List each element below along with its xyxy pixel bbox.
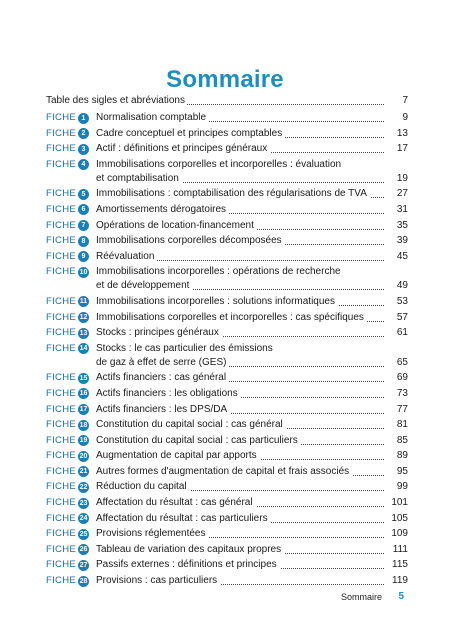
- fiche-label: FICHE: [46, 143, 76, 155]
- toc-entry-page: 49: [396, 280, 408, 292]
- toc-entry-title: [96, 127, 384, 141]
- toc-entry[interactable]: [46, 418, 408, 432]
- toc-entry-title: [96, 434, 384, 448]
- toc-entry-text: Affectation du résultat : cas particuliers: [96, 513, 271, 524]
- fiche-number-badge: 20: [79, 452, 88, 460]
- fiche-label: FICHE: [46, 295, 76, 307]
- toc-entry-text: Réévaluation: [96, 251, 157, 262]
- toc-entry-text: Immobilisations incorporelles : solutions informatiques: [96, 296, 338, 307]
- fiche-label: FICHE: [46, 419, 76, 431]
- toc-entry[interactable]: [46, 434, 408, 448]
- toc-entry-page: 57: [396, 311, 408, 323]
- toc-entry-text: Stocks : le cas particulier des émissions: [96, 343, 276, 354]
- toc-entry-title: [96, 203, 384, 217]
- toc-entry-title: [96, 250, 384, 264]
- fiche-number-badge: 24: [79, 515, 88, 523]
- toc-entry-page: 45: [396, 250, 408, 262]
- toc-entry[interactable]: [46, 465, 408, 479]
- fiche-number-badge: 10: [79, 268, 88, 276]
- fiche-number-badge: 19: [79, 437, 88, 445]
- toc-entry[interactable]: [46, 527, 408, 541]
- toc-entry[interactable]: [46, 449, 408, 463]
- toc-entry-page: 99: [396, 481, 408, 493]
- toc-entry-title: [96, 295, 384, 309]
- toc-entry-text: Stocks : principes généraux: [96, 327, 222, 338]
- toc-intro-entry[interactable]: [46, 94, 408, 108]
- toc-entries: [46, 111, 408, 588]
- fiche-number-badge: 2: [78, 128, 89, 139]
- toc-entry-title: [96, 326, 384, 340]
- toc-entry-text: Actif : définitions et principes généraux: [96, 143, 270, 154]
- toc-entry-text: de gaz à effet de serre (GES): [96, 357, 229, 368]
- fiche-number-badge: 17: [79, 406, 88, 413]
- toc-entry-text: Immobilisations incorporelles : opérations de recherche: [96, 266, 344, 277]
- toc-entry-text: Normalisation comptable: [96, 112, 209, 123]
- toc-entry[interactable]: [46, 403, 408, 417]
- toc-entry[interactable]: [46, 558, 408, 572]
- toc-entry-text: et de développement: [96, 280, 192, 291]
- toc-entry[interactable]: [46, 342, 408, 370]
- toc-entry[interactable]: [46, 496, 408, 510]
- toc-entry-title: [96, 234, 384, 248]
- fiche-number-badge: 26: [79, 546, 88, 554]
- toc-entry[interactable]: [46, 265, 408, 293]
- toc-entry[interactable]: [46, 480, 408, 494]
- toc-entry-text: Actifs financiers : cas général: [96, 372, 229, 383]
- toc-entry[interactable]: [46, 187, 408, 201]
- fiche-number-badge: 7: [78, 220, 89, 231]
- footer-label: Sommaire: [340, 592, 382, 602]
- toc-entry-title: [96, 403, 384, 417]
- toc-entry-page: 77: [396, 403, 408, 415]
- toc-entry-title: [96, 158, 384, 186]
- toc-entry[interactable]: [46, 387, 408, 401]
- fiche-number-badge: 12: [79, 314, 88, 322]
- fiche-number-badge: 28: [79, 577, 88, 585]
- fiche-number-badge: 13: [79, 329, 88, 337]
- toc-entry-text: Tableau de variation des capitaux propres: [96, 544, 284, 555]
- toc-entry-title: [96, 543, 384, 557]
- toc-entry-page: 39: [396, 235, 408, 247]
- fiche-number-badge: 25: [79, 530, 88, 538]
- toc-entry-text: Réduction du capital: [96, 481, 190, 492]
- toc-entry-page: 53: [396, 295, 408, 307]
- fiche-label: FICHE: [46, 512, 76, 524]
- toc-entry[interactable]: [46, 326, 408, 340]
- fiche-label: FICHE: [46, 203, 76, 215]
- toc-entry-page: 35: [396, 219, 408, 231]
- toc-intro-page: 7: [402, 95, 408, 106]
- toc-entry-page: 69: [396, 372, 408, 384]
- toc-entry[interactable]: [46, 543, 408, 557]
- fiche-label: FICHE: [46, 188, 76, 200]
- toc-entry-text: Constitution du capital social : cas particuliers: [96, 435, 301, 446]
- fiche-label: FICHE: [46, 266, 76, 278]
- toc-entry-title: [96, 574, 384, 588]
- toc-entry-text: Immobilisations corporelles et incorporelles : cas spécifiques: [96, 312, 367, 323]
- fiche-label: FICHE: [46, 497, 76, 509]
- fiche-number-badge: 9: [78, 251, 89, 262]
- toc-entry-text: Amortissements dérogatoires: [96, 204, 229, 215]
- toc-entry-page: 81: [396, 419, 408, 431]
- toc-entry-text: Augmentation de capital par apports: [96, 450, 260, 461]
- toc-entry-text: Passifs externes : définitions et principes: [96, 559, 280, 570]
- fiche-number-badge: 18: [79, 421, 88, 429]
- fiche-number-badge: 11: [79, 298, 88, 306]
- toc-entry-title: [96, 527, 384, 541]
- fiche-number-badge: 3: [78, 144, 89, 155]
- toc-entry-text: Cadre conceptuel et principes comptables: [96, 128, 285, 139]
- toc-entry-page: 101: [391, 497, 408, 509]
- fiche-label: FICHE: [46, 158, 76, 170]
- toc-entry-page: 73: [396, 387, 408, 399]
- toc-entry-page: 115: [392, 559, 408, 571]
- fiche-number-badge: 14: [79, 345, 88, 353]
- toc-entry-text: Actifs financiers : les obligations: [96, 388, 241, 399]
- fiche-label: FICHE: [46, 403, 76, 415]
- toc-entry[interactable]: [46, 234, 408, 248]
- toc-entry-page: 89: [396, 450, 408, 462]
- fiche-number-badge: 16: [79, 390, 88, 398]
- toc-entry-title: [96, 371, 384, 385]
- toc-entry-text: Opérations de location-financement: [96, 220, 257, 231]
- fiche-number-badge: 6: [78, 204, 89, 215]
- toc-entry-title: [96, 418, 384, 432]
- toc-entry-text: Autres formes d'augmentation de capital et frais associés: [96, 466, 352, 477]
- toc-entry-text: Provisions : cas particuliers: [96, 575, 220, 586]
- fiche-label: FICHE: [46, 543, 76, 555]
- toc-entry-page: 61: [396, 327, 408, 339]
- fiche-number-badge: 21: [79, 468, 88, 476]
- toc-entry-page: 109: [391, 528, 408, 540]
- fiche-label: FICHE: [46, 465, 76, 477]
- toc-entry-title: [96, 465, 384, 479]
- fiche-label: FICHE: [46, 235, 76, 247]
- fiche-label: FICHE: [46, 528, 76, 540]
- fiche-label: FICHE: [46, 481, 76, 493]
- toc-entry[interactable]: [46, 311, 408, 325]
- fiche-number-badge: 1: [78, 113, 89, 124]
- fiche-number-badge: 27: [79, 561, 88, 569]
- toc-entry[interactable]: [46, 512, 408, 526]
- toc-entry[interactable]: [46, 111, 408, 125]
- toc-entry-page: 119: [392, 575, 408, 587]
- toc-entry-page: 65: [396, 356, 408, 368]
- toc-entry-text: Immobilisations corporelles décomposées: [96, 235, 285, 246]
- fiche-label: FICHE: [46, 112, 76, 123]
- toc-entry[interactable]: [46, 295, 408, 309]
- toc-entry-title: [96, 342, 384, 370]
- table-of-contents: [46, 94, 408, 590]
- toc-entry[interactable]: [46, 250, 408, 264]
- toc-entry-text: Immobilisations : comptabilisation des régularisations de TVA: [96, 188, 370, 199]
- toc-entry-text: Immobilisations corporelles et incorporelles : évaluation: [96, 159, 344, 170]
- toc-entry-page: 105: [391, 512, 408, 524]
- fiche-label: FICHE: [46, 450, 76, 462]
- fiche-label: FICHE: [46, 434, 76, 446]
- toc-entry-page: 95: [396, 465, 408, 477]
- fiche-label: FICHE: [46, 575, 76, 587]
- toc-entry-title: [96, 311, 384, 325]
- fiche-number-badge: 5: [78, 189, 89, 200]
- toc-entry[interactable]: [46, 574, 408, 588]
- toc-entry-text: et comptabilisation: [96, 173, 182, 184]
- toc-entry-page: 17: [396, 143, 408, 155]
- toc-entry-title: [96, 387, 384, 401]
- toc-entry-title: [96, 187, 384, 201]
- fiche-label: FICHE: [46, 250, 76, 262]
- toc-entry-title: [96, 449, 384, 463]
- toc-entry-title: [96, 265, 384, 293]
- fiche-label: FICHE: [46, 342, 76, 354]
- toc-entry-title: [96, 558, 384, 572]
- toc-entry-page: 13: [396, 127, 408, 139]
- toc-entry-text: Actifs financiers : les DPS/DA: [96, 404, 230, 415]
- toc-entry[interactable]: [46, 203, 408, 217]
- toc-entry-title: [96, 480, 384, 494]
- fiche-label: FICHE: [46, 327, 76, 339]
- fiche-number-badge: 23: [79, 499, 88, 507]
- fiche-label: FICHE: [46, 387, 76, 399]
- toc-entry-title: [96, 496, 384, 510]
- fiche-label: FICHE: [46, 219, 76, 231]
- page-title: Sommaire: [166, 66, 284, 94]
- fiche-number-badge: 22: [79, 483, 88, 491]
- toc-entry-title: [96, 111, 384, 125]
- toc-entry-page: 111: [392, 543, 408, 555]
- toc-entry-page: 27: [396, 188, 408, 200]
- toc-entry-text: Provisions réglementées: [96, 528, 209, 539]
- toc-entry[interactable]: [46, 127, 408, 141]
- toc-entry[interactable]: [46, 371, 408, 385]
- toc-entry-page: 9: [402, 112, 408, 123]
- footer-page-number: 5: [398, 591, 404, 602]
- fiche-label: FICHE: [46, 311, 76, 323]
- fiche-label: FICHE: [46, 559, 76, 571]
- fiche-label: FICHE: [46, 127, 76, 139]
- fiche-number-badge: 4: [78, 159, 89, 170]
- toc-entry-text: Constitution du capital social : cas général: [96, 419, 286, 430]
- toc-entry-page: 31: [396, 203, 408, 215]
- fiche-number-badge: 8: [78, 236, 89, 247]
- toc-entry-title: [96, 512, 384, 526]
- toc-entry-text: Affectation du résultat : cas général: [96, 497, 256, 508]
- toc-entry-title: [96, 219, 384, 233]
- toc-intro-label: Table des sigles et abréviations: [46, 95, 185, 106]
- toc-entry-page: 85: [396, 434, 408, 446]
- fiche-number-badge: 15: [79, 374, 88, 382]
- fiche-label: FICHE: [46, 372, 76, 384]
- toc-entry[interactable]: [46, 158, 408, 186]
- toc-entry[interactable]: [46, 142, 408, 156]
- toc-entry-title: [96, 142, 384, 156]
- toc-entry[interactable]: [46, 219, 408, 233]
- toc-entry-page: 19: [396, 172, 408, 184]
